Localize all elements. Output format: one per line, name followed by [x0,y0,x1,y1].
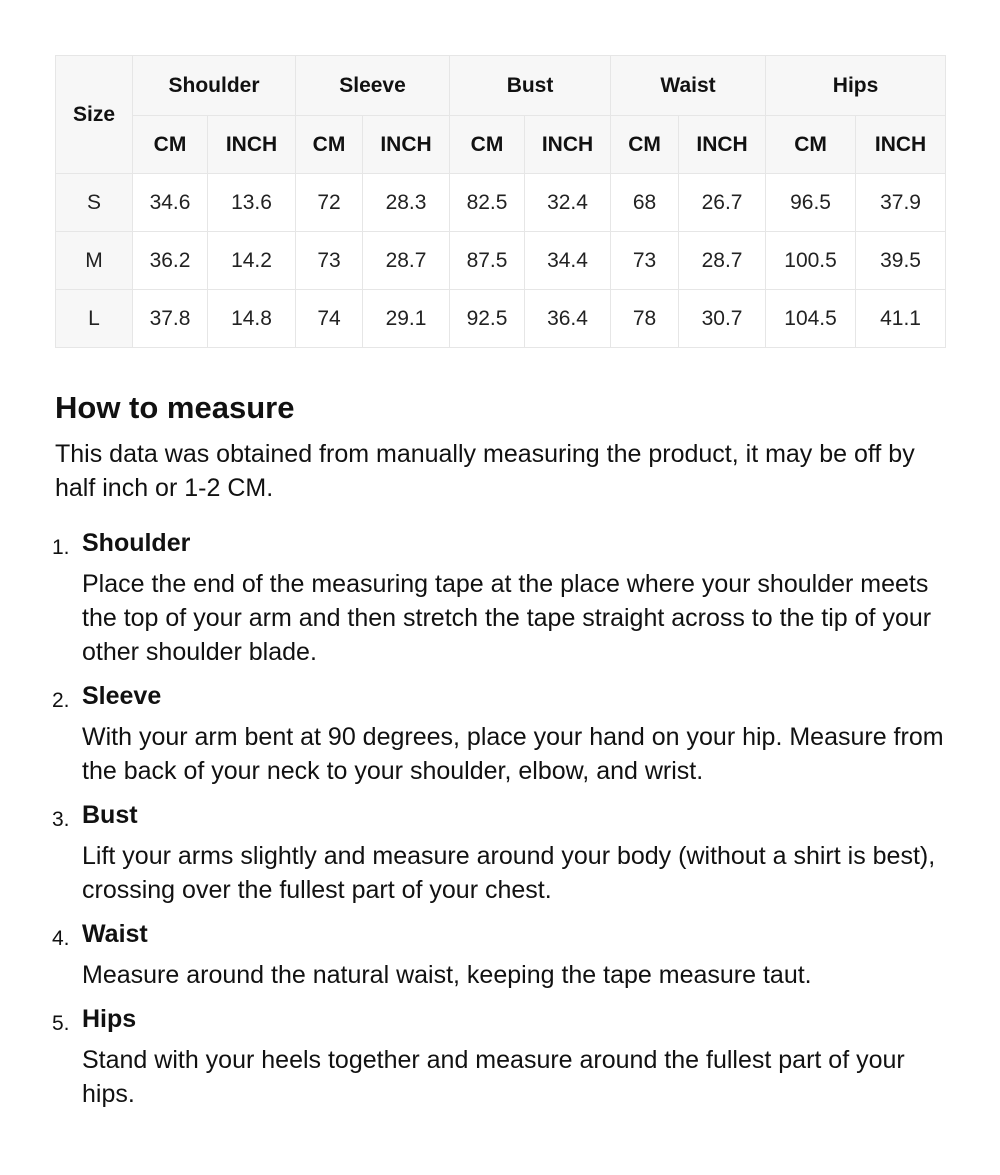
table-cell: 13.6 [208,174,296,232]
size-label: S [56,174,133,232]
table-row [56,232,946,290]
table-cell: 41.1 [856,290,946,348]
step-name: Hips [82,1005,137,1033]
table-cell: 37.8 [133,290,208,348]
table-cell: 73 [296,232,363,290]
size-label: L [56,290,133,348]
table-cell: 37.9 [856,174,946,232]
table-cell: 92.5 [450,290,525,348]
table-cell: 74 [296,290,363,348]
step-name: Shoulder [82,529,191,557]
table-cell: 29.1 [363,290,450,348]
table-cell: 96.5 [766,174,856,232]
size-label: M [56,232,133,290]
table-cell: 32.4 [525,174,611,232]
measure-steps-list [52,527,945,1111]
table-cell: 104.5 [766,290,856,348]
step-name: Waist [82,920,148,948]
intro-text: This data was obtained from manually measuring the product, it may be off by half inch or 1-2 CM. [55,440,915,502]
list-item [52,680,945,788]
unit-cm-header: CM [450,116,525,174]
unit-inch-header: INCH [363,116,450,174]
table-cell: 14.8 [208,290,296,348]
unit-cm-header: CM [296,116,363,174]
size-chart-table [55,55,946,348]
table-cell: 14.2 [208,232,296,290]
table-cell: 28.7 [679,232,766,290]
how-to-measure-section [52,385,945,1122]
waist-header: Waist [611,56,766,116]
table-cell: 68 [611,174,679,232]
unit-cm-header: CM [611,116,679,174]
unit-cm-header: CM [133,116,208,174]
list-item [52,527,945,669]
table-cell: 34.6 [133,174,208,232]
section-title: How to measure [55,390,295,425]
table-cell: 34.4 [525,232,611,290]
table-cell: 73 [611,232,679,290]
unit-inch-header: INCH [856,116,946,174]
step-name: Bust [82,801,138,829]
bust-header: Bust [450,56,611,116]
sleeve-header: Sleeve [296,56,450,116]
table-cell: 87.5 [450,232,525,290]
step-number: 3. [52,808,70,831]
step-number: 5. [52,1012,70,1035]
step-name: Sleeve [82,682,162,710]
step-description: With your arm bent at 90 degrees, place your hand on your hip. Measure from the back of your neck to your shoulder, elbow, and wrist. [82,723,944,785]
step-description: Stand with your heels together and measure around the fullest part of your hips. [82,1046,905,1108]
list-item [52,799,945,907]
table-cell: 28.7 [363,232,450,290]
list-item [52,1003,945,1111]
table-unit-row [56,116,946,174]
step-description: Measure around the natural waist, keeping the tape measure taut. [82,961,812,989]
table-cell: 36.4 [525,290,611,348]
table-cell: 82.5 [450,174,525,232]
step-description: Lift your arms slightly and measure around your body (without a shirt is best), crossing over the fullest part of your chest. [82,842,936,904]
table-cell: 36.2 [133,232,208,290]
hips-header: Hips [766,56,946,116]
step-number: 1. [52,536,70,559]
step-number: 4. [52,927,70,950]
table-cell: 26.7 [679,174,766,232]
table-cell: 30.7 [679,290,766,348]
table-cell: 78 [611,290,679,348]
shoulder-header: Shoulder [133,56,296,116]
table-cell: 39.5 [856,232,946,290]
size-header: Size [56,56,133,174]
unit-inch-header: INCH [679,116,766,174]
table-row [56,290,946,348]
list-item [52,918,945,992]
step-number: 2. [52,689,70,712]
table-row [56,174,946,232]
step-description: Place the end of the measuring tape at the place where your shoulder meets the top of your arm and then stretch the tape straight across to the tip of your other shoulder blade. [82,570,932,666]
table-cell: 100.5 [766,232,856,290]
unit-cm-header: CM [766,116,856,174]
table-cell: 72 [296,174,363,232]
table-cell: 28.3 [363,174,450,232]
unit-inch-header: INCH [525,116,611,174]
table-header-row [56,56,946,116]
unit-inch-header: INCH [208,116,296,174]
